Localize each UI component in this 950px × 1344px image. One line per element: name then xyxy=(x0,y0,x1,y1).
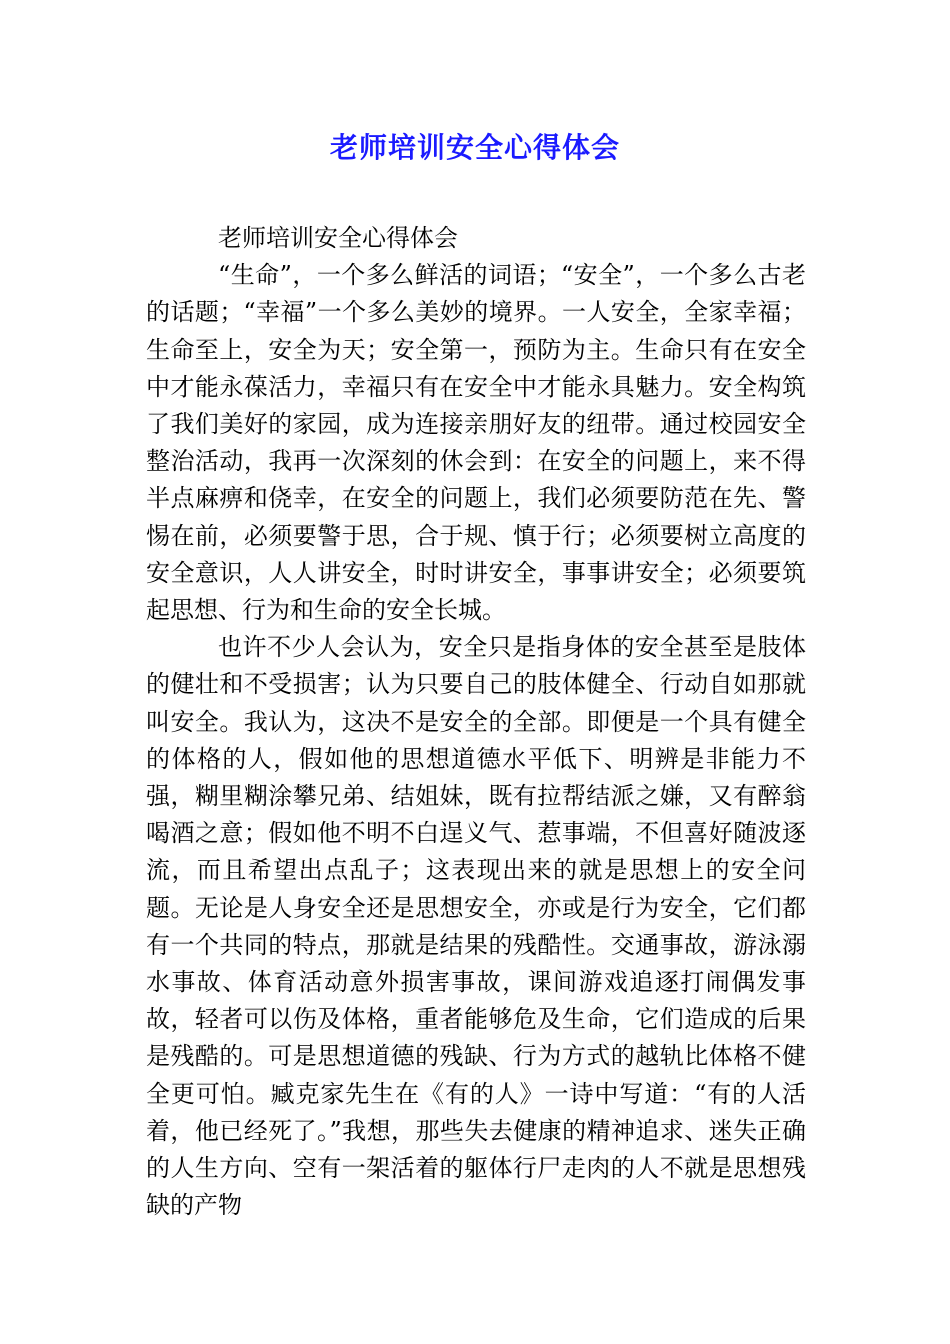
paragraph: “生命”，一个多么鲜活的词语；“安全”，一个多么古老的话题；“幸福”一个多么美妙的境界。一人安全，全家幸福；生命至上，安全为天；安全第一，预防为主。生命只有在安全中才能永葆活力，幸福只有在安全中才能永具魅力。安全构筑了我们美好的家园，成为连接亲朋好友的纽带。通过校园安全整治活动，我再一次深刻的休会到：在安全的问题上，来不得半点麻痹和侥幸，在安全的问题上，我们必须要防范在先、警惕在前，必须要警于思，合于规、慎于行；必须要树立高度的安全意识，人人讲安全，时时讲安全，事事讲安全；必须要筑起思想、行为和生命的安全长城。 xyxy=(146,261,806,625)
document-body xyxy=(146,220,806,1224)
document-title: 老师培训安全心得体会 xyxy=(329,131,620,164)
paragraph-heading: 老师培训安全心得体会 xyxy=(218,224,458,252)
paragraph: 也许不少人会认为，安全只是指身体的安全甚至是肢体的健壮和不受损害；认为只要自己的肢体健全、行动自如那就叫安全。我认为，这决不是安全的全部。即便是一个具有健全的体格的人，假如他的思想道德水平低下、明辨是非能力不强，糊里糊涂攀兄弟、结姐妹，既有拉帮结派之嫌，又有醉翁喝酒之意；假如他不明不白逞义气、惹事端，不但喜好随波逐流，而且希望出点乱子；这表现出来的就是思想上的安全问题。无论是人身安全还是思想安全，亦或是行为安全，它们都有一个共同的特点，那就是结果的残酷性。交通事故，游泳溺水事故、体育活动意外损害事故，课间游戏追逐打闹偶发事故，轻者可以伤及体格，重者能够危及生命，它们造成的后果是残酷的。可是思想道德的残缺、行为方式的越轨比体格不健全更可怕。臧克家先生在《有的人》一诗中写道：“有的人活着，他已经死了。”我想，那些失去健康的精神追求、迷失正确的人生方向、空有一架活着的躯体行尸走肉的人不就是思想残缺的产物 xyxy=(146,633,806,1220)
